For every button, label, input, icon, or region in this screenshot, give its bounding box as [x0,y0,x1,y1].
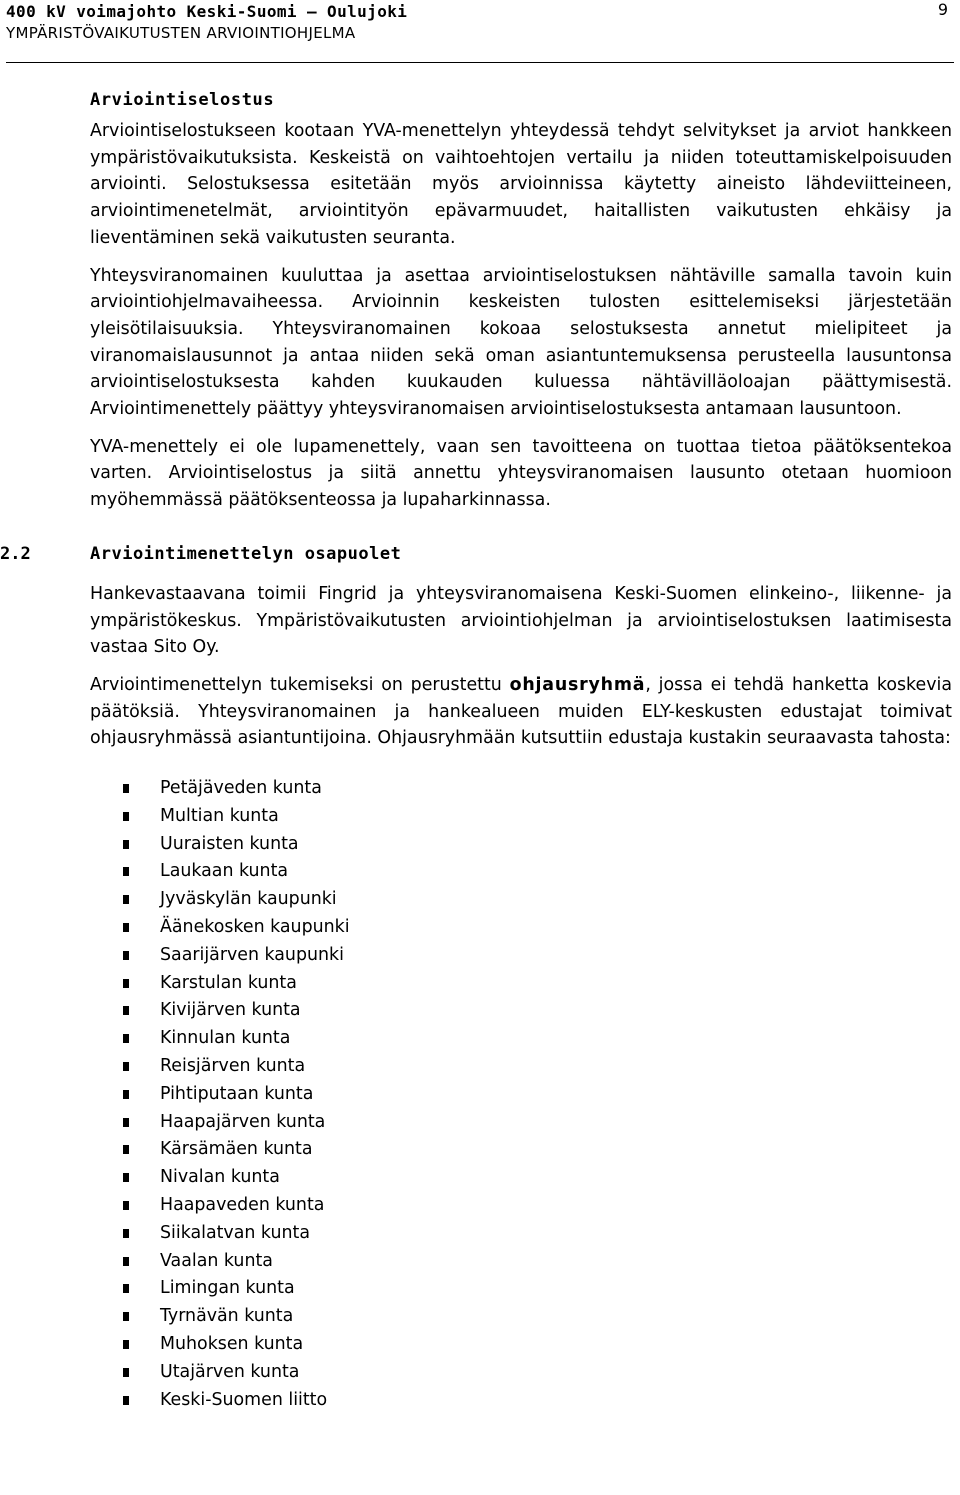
section-number: 2.2 [0,543,31,564]
list-item-label: Laukaan kunta [160,861,289,882]
list-item [90,1331,952,1359]
list-item-label: Nivalan kunta [160,1167,280,1188]
list-item-label: Haapajärven kunta [160,1111,326,1132]
list-item [90,997,952,1025]
bullet-icon [123,1312,129,1321]
bullet-icon [123,1229,129,1238]
list-item-label: Kivijärven kunta [160,1000,301,1021]
bullet-icon [123,895,129,904]
page-number: 9 [937,0,948,19]
list-item-label: Keski-Suomen liitto [160,1389,328,1410]
list-item-label: Vaalan kunta [160,1250,273,1271]
list-item-label: Kinnulan kunta [160,1028,291,1049]
document-subtitle: YMPÄRISTÖVAIKUTUSTEN ARVIOINTIOHJELMA [6,24,356,42]
bullet-icon [123,1340,129,1349]
list-item-label: Uuraisten kunta [160,833,299,854]
paragraph [90,672,952,752]
paragraph: YVA-menettely ei ole lupamenettely, vaan sen tavoitteena on tuottaa tietoa päätöksentekoa varten. Arviointiselostus ja siitä annettu yhteysviranomaisen lausunto otetaan huomioon myöhemmässä päätöksenteossa ja lupaharkinnassa. [90,436,952,511]
member-list [90,775,952,1414]
bullet-icon [123,1006,129,1015]
bullet-icon [123,1062,129,1071]
list-item [90,1303,952,1331]
list-item-label: Limingan kunta [160,1278,295,1299]
bullet-icon [123,923,129,932]
bullet-icon [123,867,129,876]
bullet-icon [123,1118,129,1127]
list-item-label: Karstulan kunta [160,972,297,993]
list-item-label: Multian kunta [160,805,279,826]
list-item [90,1192,952,1220]
bullet-icon [123,1368,129,1377]
list-item-label: Kärsämäen kunta [160,1139,313,1160]
list-item-label: Saarijärven kaupunki [160,944,344,965]
bullet-icon [123,1257,129,1266]
page-header [6,0,954,63]
bullet-icon [123,1201,129,1210]
list-item [90,1136,952,1164]
section-heading [0,541,952,567]
bullet-icon [123,951,129,960]
list-item [90,970,952,998]
list-item [90,1053,952,1081]
bullet-icon [123,812,129,821]
list-item [90,1025,952,1053]
bold-term: ohjausryhmä [509,674,646,695]
list-item [90,1081,952,1109]
bullet-icon [123,1173,129,1182]
list-item-label: Utajärven kunta [160,1361,300,1382]
list-item-label: Tyrnävän kunta [160,1306,294,1327]
list-item-label: Haapaveden kunta [160,1195,325,1216]
paragraph: Yhteysviranomainen kuuluttaa ja asettaa arviointiselostuksen nähtäville samalla tavoin kuin arviointiohjelmavaiheessa. Arvioinnin keskeisten tulosten esittelemiseksi järjestetään yleisötilaisuuksia. Yhteysviranomainen kokoaa selostuksesta annetut mielipiteet ja viranomaislausunnot ja antaa niiden sekä oman asiantuntemuksensa perusteella lausuntonsa arviointiselostuksesta kahden kuukauden kuluessa nähtävilläoloajan päättymisestä. Arviointimenettely päättyy yhteysviranomaisen arviointiselostuksesta antamaan lausuntoon. [90,265,952,420]
document-title: 400 kV voimajohto Keski-Suomi – Oulujoki [6,2,408,21]
list-item [90,1359,952,1387]
list-item-label: Petäjäveden kunta [160,778,322,799]
text-run: , jossa ei tehdä hanketta koskevia päätöksiä. Yhteysviranomainen ja hankealueen muiden ELY-keskusten edustajat toimivat ohjausryhmässä asiantuntijoina. Ohjausryhmään kutsuttiin edustaja kustakin seuraavasta tahosta: [90,674,952,749]
paragraph: Hankevastaavana toimii Fingrid ja yhteysviranomaisena Keski-Suomen elinkeino-, liikenne- ja ympäristökeskus. Ympäristövaikutusten arviointiohjelman ja arviointiselostuksen laatimisesta vastaa Sito Oy. [90,583,952,658]
list-item [90,1275,952,1303]
list-item [90,803,952,831]
list-item [90,831,952,859]
list-item [90,1220,952,1248]
list-item [90,1248,952,1276]
bullet-icon [123,1396,129,1405]
list-item [90,942,952,970]
subheading-arviointiselostus: Arviointiselostus [90,90,275,110]
bullet-icon [123,1090,129,1099]
list-item [90,1387,952,1415]
list-item-label: Jyväskylän kaupunki [160,889,337,910]
list-item-label: Muhoksen kunta [160,1334,304,1354]
list-item-label: Äänekosken kaupunki [160,917,350,938]
list-item-label: Reisjärven kunta [160,1056,306,1077]
page-content [0,87,952,1414]
list-item [90,775,952,803]
bullet-icon [123,784,129,793]
bullet-icon [123,1145,129,1154]
list-item [90,1109,952,1137]
list-item [90,1164,952,1192]
bullet-icon [123,1284,129,1293]
list-item [90,858,952,886]
paragraph: Arviointiselostukseen kootaan YVA-menettelyn yhteydessä tehdyt selvitykset ja arviot hankkeen ympäristövaikutuksista. Keskeistä on vaihtoehtojen vertailu ja niiden toteuttamiskelpoisuuden arviointi. Selostuksessa esitetään myös arvioinnissa käytetty aineisto lähdeviitteineen, arviointimenetelmät, arviointityön epävarmuudet, haitallisten vaikutusten ehkäisy ja lieventäminen sekä vaikutusten seuranta. [90,121,952,248]
section-title: Arviointimenettelyn osapuolet [90,543,402,564]
text-run: Arviointimenettelyn tukemiseksi on perustettu [90,674,510,695]
bullet-icon [123,840,129,849]
bullet-icon [123,979,129,988]
list-item-label: Siikalatvan kunta [160,1222,310,1243]
bullet-icon [123,1034,129,1043]
list-item [90,914,952,942]
list-item [90,886,952,914]
list-item-label: Pihtiputaan kunta [160,1083,314,1104]
